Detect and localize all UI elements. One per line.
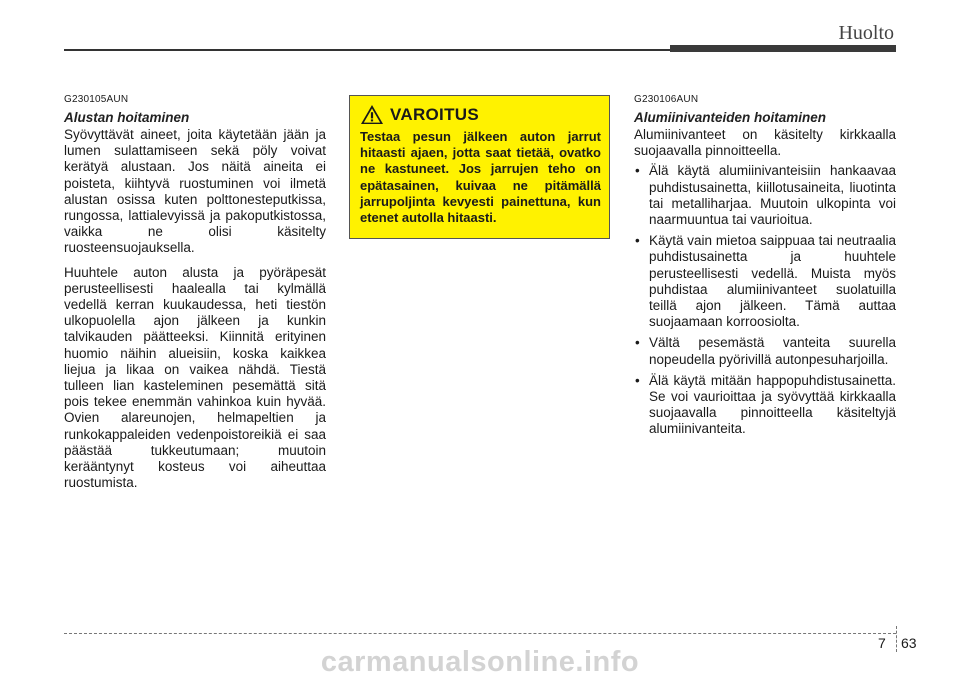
- paragraph: Alumiinivanteet on käsitelty kirkkaalla suojaavalla pinnoitteella.: [634, 127, 896, 159]
- paragraph: Syövyttävät aineet, joita käytetään jään ja lumen sulattamiseen sekä pöly voivat kerätyä alustaan. Jos näitä aineita ei poisteta, kiihtyvä ruostuminen voi ilmetä alustan osissa kuten polttonesteputkissa, rungossa, lattialevyissä ja pakoputkistossa, vaikka ne olisi käsitelty ruosteensuojauksella.: [64, 127, 326, 256]
- warning-text: Testaa pesun jälkeen auton jarrut hitaasti ajaen, jotta saat tietää, ovatko ne kastuneet. Jos jarrujen teho on epätasainen, kuivaa ne pitämällä jarrupoljinta kevyesti painettuna, kun etenet autolla hitaasti.: [360, 129, 601, 226]
- chapter-number: 7: [878, 635, 886, 651]
- warning-box: [349, 95, 610, 239]
- left-column: [64, 94, 326, 491]
- right-column: [634, 94, 896, 443]
- section-heading: Alustan hoitaminen: [64, 110, 190, 125]
- warning-header: [360, 104, 601, 125]
- footer-rule: [64, 633, 896, 634]
- bullet-list: [634, 163, 896, 437]
- section-heading: Alumiinivanteiden hoitaminen: [634, 110, 827, 125]
- page-number: 63: [901, 635, 917, 651]
- section-code: G230106AUN: [634, 94, 699, 105]
- list-item: • Älä käytä alumiinivanteisiin hankaavaa puhdistusainetta, kiillotusaineita, liuotinta tai metalliharjaa. Muutoin ulkopinta voi naarmuuntua tai vaurioitua.: [634, 163, 896, 228]
- paragraph: Huuhtele auton alusta ja pyöräpesät perusteellisesti haalealla tai kylmällä vedellä kerran kuukaudessa, heti tiestön ulkopuolella ajon jälkeen ja kunkin talvikauden päätteeksi. Kiinnitä erityinen huomio näihin alueisiin, koska kaikkea liejua ja likaa on vaikea nähdä. Tiestä tulleen lian kasteleminen pesemättä sitä pois tekee enemmän vahinkoa kuin hyvää. Ovien alareunojen, helmapeltien ja runkokappaleiden vedenpoistoreikiä ei saa päästää tukkeutumaan; muutoin kerääntynyt kosteus voi aiheuttaa ruostumista.: [64, 264, 326, 491]
- list-item: • Käytä vain mietoa saippuaa tai neutraalia puhdistusainetta ja huuhtele perusteellisesti vedellä. Muista myös puhdistaa alumiinivanteet suolatuilla teillä ajon jälkeen. Tämä auttaa suojaamaan korroosiolta.: [634, 233, 896, 330]
- header-rule: [64, 49, 670, 51]
- section-code: G230105AUN: [64, 94, 129, 105]
- warning-title: VAROITUS: [390, 104, 479, 124]
- list-item: • Älä käytä mitään happopuhdistusainetta. Se voi vaurioittaa ja syövyttää kirkkaalla suojaavalla pinnoitteella käsiteltyjä alumiinivanteita.: [634, 373, 896, 438]
- list-item: • Vältä pesemästä vanteita suurella nopeudella pyörivillä autonpesuharjoilla.: [634, 335, 896, 367]
- watermark: carmanualsonline.info: [320, 646, 640, 678]
- warning-triangle-icon: [360, 104, 384, 125]
- section-title: Huolto: [838, 22, 894, 44]
- header-rule-accent: [670, 45, 896, 52]
